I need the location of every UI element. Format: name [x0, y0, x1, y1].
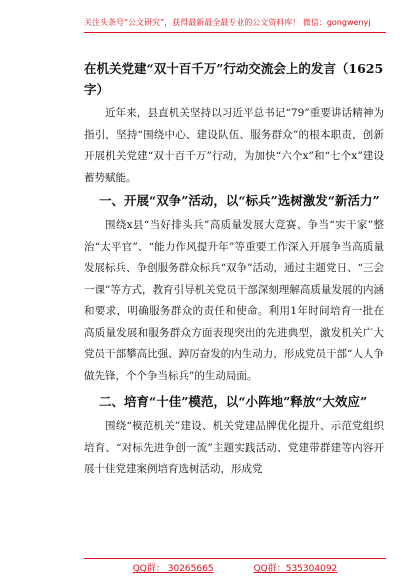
- paragraph-section-1: 围绕x县“当好排头兵”高质量发展大竞赛、争当“实干家”整治“太平官”、“能力作风提升年”等重要工作深入开展争当高质量发展标兵、争创服务群众标兵“双争”活动，通过主题党日、“三会一课”等方式，教育引导机关党员干部深刻理解高质量发展的内涵和要求，明确服务群众的责任和使命。利用1年时间培育一批在高质量发展和服务群众方面表现突出的先进典型，激发机关广大党员干部攀高比强、踔厉奋发的内生动力，形成党员干部“人人争做先锋，个个争当标兵”的生动局面。: [84, 219, 384, 382]
- page-footer: [84, 561, 386, 574]
- paragraph-section-2: 围绕“模范机关”建设、机关党建品牌优化提升、示范党组织培育、“对标先进争创一流”主题实践活动、党建带群建等内容开展十佳党建案例培育选树活动，形成党: [84, 420, 384, 475]
- page-header: 关注头条号“公文研究”，获得最新最全最专业的公文资料库！ 微信：gongwenyj: [84, 18, 371, 27]
- section-heading-2: 二、培育“十佳”模范，以“小阵地”释放“大效应”: [99, 394, 368, 409]
- footer-qq-group-1[interactable]: QQ群： 30265665: [132, 564, 214, 574]
- footer-divider: [84, 558, 386, 559]
- header-divider: [84, 32, 386, 33]
- document-title: 在机关党建“双十百千万”行动交流会上的发言（1625字）: [84, 61, 384, 97]
- footer-qq-group-2[interactable]: QQ群：535304092: [253, 564, 338, 574]
- paragraph-intro: 近年来，县直机关坚持以习近平总书记“79”重要讲话精神为指引，坚持“围绕中心、建设队伍、服务群众”的根本职责，创新开展机关党建“双十百千万”行动，为加快“六个x”和“七个x”建设蓄势赋能。: [84, 107, 384, 184]
- document-body: [84, 58, 384, 481]
- section-heading-1: 一、开展“双争”活动，以“标兵”选树激发“新活力”: [99, 193, 380, 208]
